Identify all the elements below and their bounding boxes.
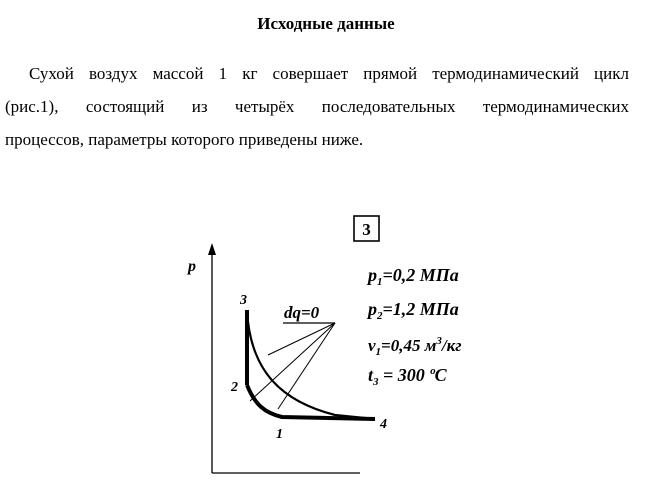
param-p2: $p_2=1,2$ МПа	[368, 299, 459, 322]
leader-line-2	[250, 323, 335, 401]
statement-line-2: (рис.1), состоящий из четырёх последовательных термодинамических	[5, 97, 629, 116]
pv-diagram	[170, 205, 530, 496]
point-4-label: 4	[380, 417, 387, 432]
problem-statement	[5, 57, 629, 156]
cycle-figure	[170, 205, 530, 496]
point-2-label: 2	[231, 380, 238, 395]
statement-line-1: Сухой воздух массой 1 кг совершает прямой термодинамический цикл	[29, 64, 629, 83]
variant-number: 3	[362, 220, 371, 239]
param-p1: $p_1=0,2$ МПа	[368, 265, 459, 288]
point-3-label: 3	[240, 293, 247, 308]
adiabat-3-4	[247, 310, 375, 419]
statement-line-3: процессов, параметры которого приведены ниже.	[5, 130, 364, 149]
y-axis-label: p	[188, 258, 196, 275]
section-heading: Исходные данные	[257, 14, 395, 33]
adiabatic-label: dq=0	[284, 303, 320, 322]
y-axis-arrow	[208, 243, 216, 255]
leader-line-3	[278, 323, 335, 409]
param-v1: $v_1=0,45$ $м^3/кг$	[368, 335, 462, 358]
param-t3: $t_3 = 300$ ºC	[368, 365, 447, 388]
point-1-label: 1	[276, 427, 283, 442]
adiabat-1-2	[247, 385, 375, 419]
